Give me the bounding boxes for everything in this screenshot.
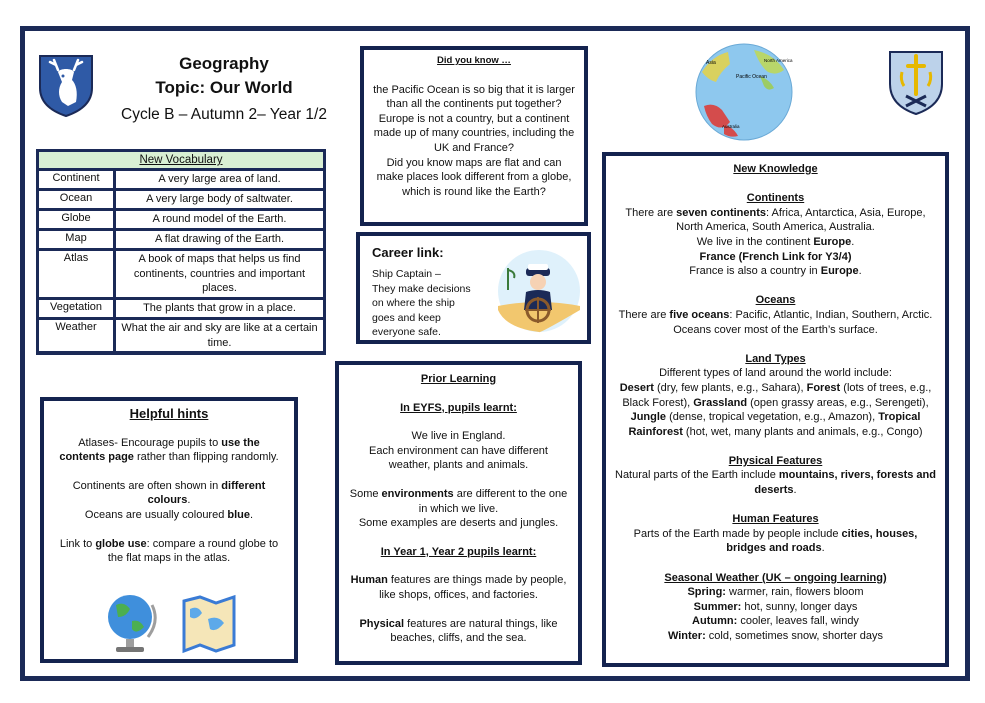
oceans-heading: Oceans (755, 294, 796, 307)
season-spring: Spring: warmer, rain, flowers bloom (687, 586, 864, 599)
hint-colours: Continents are often shown in different colours. Oceans are usually coloured blue. (72, 479, 266, 521)
vocab-row (39, 211, 323, 228)
hint-globe-use: Link to globe use: compare a round globe to the flat maps in the atlas. (59, 537, 279, 565)
vocab-term: Ocean (39, 191, 113, 208)
season-autumn: Autumn: cooler, leaves fall, windy (692, 615, 859, 628)
eyfs-heading: In EYFS, pupils learnt: (400, 401, 517, 414)
vocabulary-table (36, 149, 326, 355)
page-topic: Topic: Our World (155, 78, 293, 97)
land-types-heading: Land Types (745, 352, 806, 365)
globe-label-pacific: Pacific Ocean (736, 74, 767, 80)
physical-features-paragraph: Natural parts of the Earth include mountains, rivers, forests and deserts. (615, 469, 936, 497)
continents-heading: Continents (746, 192, 805, 205)
vocab-definition: A very large area of land. (116, 171, 323, 188)
vocab-definition: A round model of the Earth. (116, 211, 323, 228)
land-types-paragraph: Different types of land around the world include: Desert (dry, few plants, e.g., Sahara), Forest (lots of trees, e.g., Black Forest), Grassland (open grassy areas, e.g., Serengeti), Jungle (dense, tropical vegetation, e.g., Amazon), Tropical Rainforest (hot, wet, many plants and animals, e.g., Congo) (619, 367, 932, 438)
new-knowledge-box (602, 152, 949, 667)
stag-crest-icon (36, 52, 96, 118)
year1-paragraph-2: Physical features are natural things, like beaches, cliffs, and the sea. (359, 617, 558, 645)
year1-paragraph-1: Human features are things made by people, like shops, offices, and factories. (350, 574, 567, 601)
globe-label-asia: Asia (706, 60, 716, 66)
title-block (110, 52, 338, 128)
human-features-paragraph: Parts of the Earth made by people include cities, houses, bridges and roads. (633, 527, 918, 555)
vocab-row (39, 251, 323, 297)
vocab-term: Map (39, 231, 113, 248)
vocab-term: Continent (39, 171, 113, 188)
globe-stand-icon (108, 595, 155, 652)
page-title: Geography (179, 54, 269, 73)
vocab-definition: A flat drawing of the Earth. (116, 231, 323, 248)
seasonal-weather-heading: Seasonal Weather (UK – ongoing learning) (664, 571, 887, 584)
physical-features-heading: Physical Features (728, 454, 823, 467)
vocab-row (39, 171, 323, 188)
career-heading: Career link: (372, 245, 444, 260)
eyfs-paragraph-2: Some environments are different to the one in which we live. Some examples are deserts and jungles. (349, 487, 568, 530)
vocab-term: Weather (39, 320, 113, 351)
vocab-row (39, 191, 323, 208)
prior-learning-box (335, 361, 582, 665)
hint-illustrations (104, 591, 244, 657)
vocab-term: Vegetation (39, 300, 113, 317)
vocab-row (39, 320, 323, 351)
ship-captain-icon (496, 248, 582, 334)
globe-label-australia: Australia (722, 124, 740, 129)
vocab-row (39, 231, 323, 248)
helpful-hints-heading: Helpful hints (129, 406, 209, 421)
helpful-hints-box (40, 397, 298, 663)
did-you-know-box (360, 46, 588, 226)
did-you-know-heading: Did you know … (437, 55, 511, 66)
vocabulary-heading: New Vocabulary (39, 152, 323, 168)
vocab-definition: The plants that grow in a place. (116, 300, 323, 317)
year1-heading: In Year 1, Year 2 pupils learnt: (380, 545, 537, 558)
new-knowledge-heading: New Knowledge (733, 163, 818, 175)
season-winter: Winter: cold, sometimes snow, shorter days (667, 630, 884, 642)
vocab-definition: A book of maps that helps us find continents, countries and important places. (116, 251, 323, 297)
hint-contents-page: Atlases- Encourage pupils to use the contents page rather than flipping randomly. (59, 436, 279, 464)
world-map-icon (184, 597, 234, 651)
eyfs-paragraph-1: We live in England. Each environment can have different weather, plants and animals. (369, 430, 548, 472)
human-features-heading: Human Features (732, 513, 819, 526)
oceans-paragraph: There are five oceans: Pacific, Atlantic, Indian, Southern, Arctic. Oceans cover most of the Earth’s surface. (618, 308, 933, 336)
vocab-term: Globe (39, 211, 113, 228)
world-globe-icon (694, 42, 794, 142)
career-link-box (356, 232, 591, 344)
vocab-definition: A very large body of saltwater. (116, 191, 323, 208)
continents-paragraph: There are seven continents: Africa, Antarctica, Asia, Europe, North America, South America, Australia. We live in the continent Europe. France (French Link for Y3/4) France is also a country in Europe. (625, 206, 926, 278)
career-body: Ship Captain – They make decisions on where the ship goes and keep everyone safe. (372, 268, 471, 338)
vocab-row (39, 300, 323, 317)
seasonal-weather-list (614, 585, 937, 643)
globe-label-north-america: North America (764, 58, 793, 63)
cross-crest-icon (886, 48, 946, 116)
prior-learning-heading: Prior Learning (420, 373, 497, 385)
vocab-term: Atlas (39, 251, 113, 297)
did-you-know-body: the Pacific Ocean is so big that it is larger than all the continents put together? Europe is not a country, but a continent made up of many countries, including the UK and France? Did you know maps are flat and can make places look different from a globe, which is round like the Earth? (373, 83, 575, 198)
vocab-definition: What the air and sky are like at a certain time. (116, 320, 323, 351)
season-summer: Summer: hot, sunny, longer days (693, 600, 858, 613)
page-cycle: Cycle B – Autumn 2– Year 1/2 (121, 106, 327, 123)
